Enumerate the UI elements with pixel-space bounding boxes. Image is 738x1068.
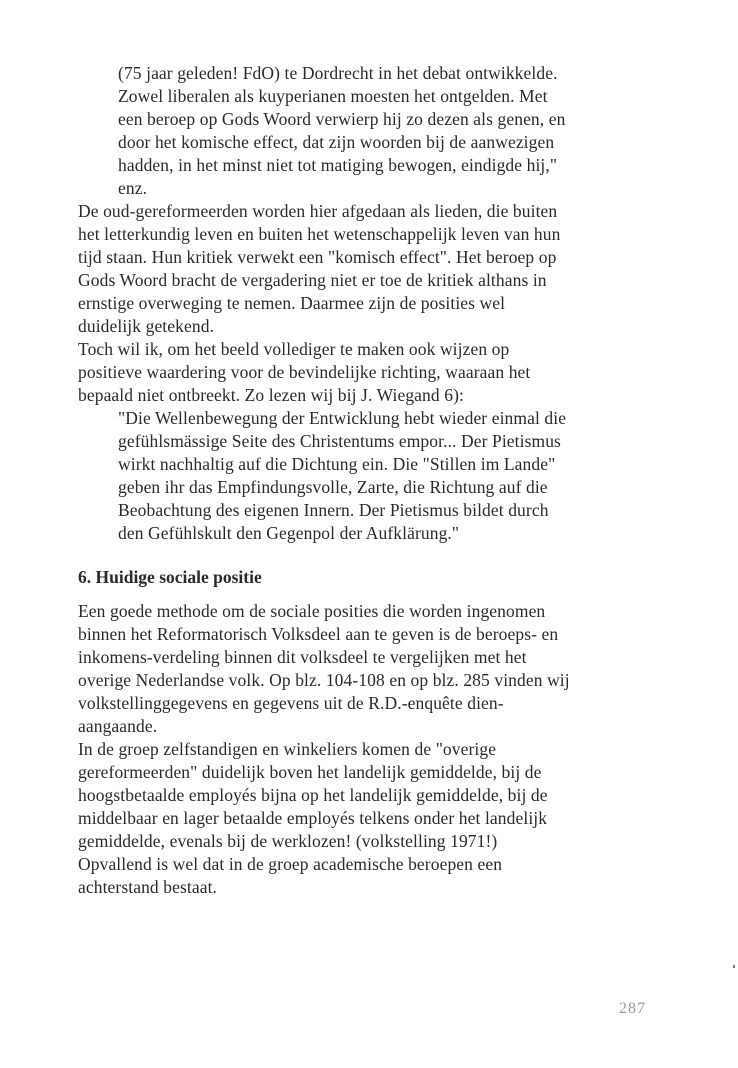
page-number: 287 <box>619 1000 646 1017</box>
para3-line-6: aangaande. <box>78 716 158 736</box>
para3-line-5: volkstellinggegevens en gegevens uit de R.D.-enquête dien- <box>78 693 504 713</box>
para1-line-1: De oud-gereformeerden worden hier afgedaan als lieden, die buiten <box>78 201 558 221</box>
para4-line-5: gemiddelde, evenals bij de werklozen! (volkstelling 1971!) <box>78 831 498 851</box>
para4-line-6: Opvallend is wel dat in de groep academische beroepen een <box>78 854 503 874</box>
para4-line-3: hoogstbetaalde employés bijna op het landelijk gemiddelde, bij de <box>78 785 548 805</box>
para1-line-6: duidelijk getekend. <box>78 316 215 336</box>
quote2-line-3: wirkt nachhaltig auf die Dichtung ein. Die "Stillen im Lande" <box>118 454 556 474</box>
para3-line-1: Een goede methode om de sociale posities die worden ingenomen <box>78 601 546 621</box>
para3-line-2: binnen het Reformatorisch Volksdeel aan te geven is de beroeps- en <box>78 624 559 644</box>
quote2-line-6: den Gefühlskult den Gegenpol der Aufklärung." <box>118 523 460 543</box>
quote2-line-5: Beobachtung des eigenen Innern. Der Pietismus bildet durch <box>118 500 549 520</box>
para1-line-4: Gods Woord bracht de vergadering niet er toe de kritiek althans in <box>78 270 547 290</box>
para4-line-1: In de groep zelfstandigen en winkeliers komen de "overige <box>78 739 497 759</box>
section-heading: 6. Huidige sociale positie <box>78 567 262 587</box>
para3-line-4: overige Nederlandse volk. Op blz. 104-108 en op blz. 285 vinden wij <box>78 670 570 690</box>
para1-line-2: het letterkundig leven en buiten het wetenschappelijk leven van hun <box>78 224 561 244</box>
quote1-line-2: Zowel liberalen als kuyperianen moesten het ontgelden. Met <box>118 86 548 106</box>
quote1-line-4: door het komische effect, dat zijn woorden bij de aanwezigen <box>118 132 555 152</box>
para4-line-7: achterstand bestaat. <box>78 877 218 897</box>
para1-line-5: ernstige overweging te nemen. Daarmee zijn de posities wel <box>78 293 506 313</box>
scan-mark <box>733 965 735 968</box>
para4-line-4: middelbaar en lager betaalde employés telkens onder het landelijk <box>78 808 548 828</box>
para4-line-2: gereformeerden" duidelijk boven het landelijk gemiddelde, bij de <box>78 762 542 782</box>
para3-line-3: inkomens-verdeling binnen dit volksdeel te vergelijken met het <box>78 647 527 667</box>
para2-line-3: bepaald niet ontbreekt. Zo lezen wij bij J. Wiegand 6): <box>78 385 464 405</box>
para1-line-3: tijd staan. Hun kritiek verwekt een "komisch effect". Het beroep op <box>78 247 557 267</box>
para2-line-1: Toch wil ik, om het beeld vollediger te maken ook wijzen op <box>78 339 510 359</box>
quote2-line-2: gefühlsmässige Seite des Christentums empor... Der Pietismus <box>118 431 561 451</box>
quote1-line-5: hadden, in het minst niet tot matiging bewogen, eindigde hij," <box>118 155 558 175</box>
quote2-line-4: geben ihr das Empfindungsvolle, Zarte, die Richtung auf die <box>118 477 548 497</box>
para2-line-2: positieve waardering voor de bevindelijke richting, waaraan het <box>78 362 531 382</box>
quote1-line-1: (75 jaar geleden! FdO) te Dordrecht in het debat ontwikkelde. <box>118 63 558 83</box>
quote2-line-1: "Die Wellenbewegung der Entwicklung hebt wieder einmal die <box>118 408 567 428</box>
quote1-line-6: enz. <box>118 178 148 198</box>
quote1-line-3: een beroep op Gods Woord verwierp hij zo dezen als genen, en <box>118 109 566 129</box>
